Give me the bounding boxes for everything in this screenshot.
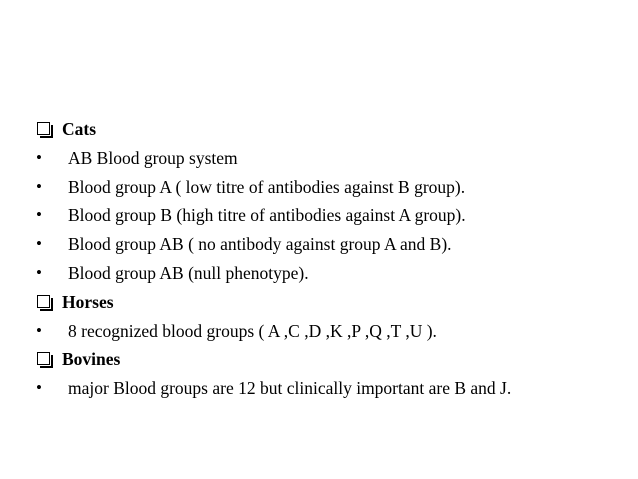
bullet-icon: • [36, 320, 42, 340]
list-item-text: 8 recognized blood groups ( A ,C ,D ,K ,P ,Q ,T ,U ). [68, 320, 437, 341]
bullet-icon: • [36, 234, 42, 254]
checkbox-icon [36, 118, 62, 140]
list-item-text: Blood group AB (null phenotype). [68, 262, 309, 283]
section-heading-label: Cats [62, 119, 97, 139]
section-heading-cats [36, 118, 626, 140]
list-item-text: Blood group AB ( no antibody against group A and B). [68, 234, 452, 255]
list-item [36, 320, 626, 342]
slide-body [36, 118, 626, 406]
bullet-icon: • [36, 147, 42, 167]
list-item-text: major Blood groups are 12 but clinically important are B and J. [68, 378, 512, 399]
checkbox-icon [36, 291, 62, 313]
bullet-icon: • [36, 262, 42, 282]
list-item [36, 233, 626, 255]
list-item [36, 262, 626, 284]
checkbox-icon [36, 348, 62, 370]
bullet-icon: • [36, 378, 42, 398]
section-heading-label: Horses [62, 291, 114, 312]
list-item [36, 147, 626, 169]
list-item-text: AB Blood group system [68, 147, 238, 168]
bullet-icon: • [36, 205, 42, 225]
list-item-text: Blood group A ( low titre of antibodies against B group). [68, 176, 466, 197]
section-heading-bovines [36, 348, 626, 370]
section-heading-label: Bovines [62, 349, 121, 370]
list-item [36, 176, 626, 198]
bullet-icon: • [36, 176, 42, 196]
section-heading-horses [36, 291, 626, 313]
list-item [36, 377, 626, 399]
list-item [36, 204, 626, 226]
list-item-text: Blood group B (high titre of antibodies against A group). [68, 205, 466, 226]
